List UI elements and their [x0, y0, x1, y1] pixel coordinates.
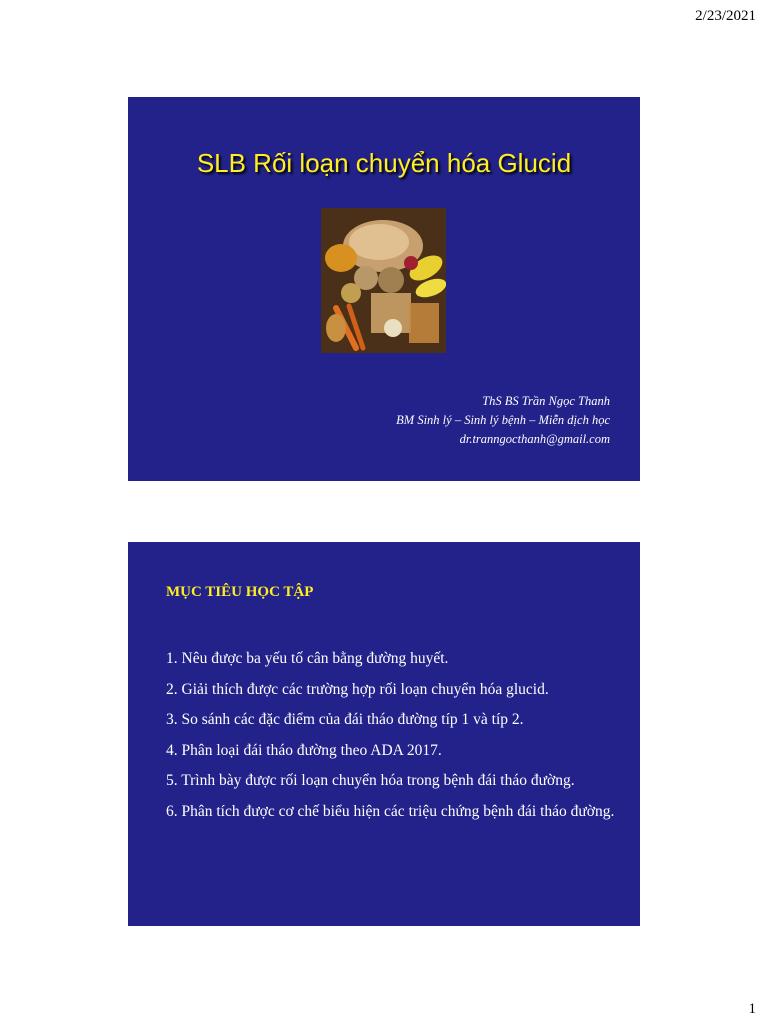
- objective-item: 4. Phân loại đái tháo đường theo ADA 2017.: [166, 741, 442, 759]
- objective-item: 3. So sánh các đặc điểm của đái tháo đường típ 1 và típ 2.: [166, 711, 524, 728]
- author-name: ThS BS Trần Ngọc Thanh: [482, 394, 610, 408]
- print-date: 2/23/2021: [695, 8, 756, 24]
- objective-item: 6. Phân tích được cơ chế biểu hiện các triệu chứng bệnh đái tháo đường.: [166, 802, 615, 820]
- title-slide: [128, 97, 640, 481]
- objectives-slide: [128, 542, 640, 926]
- objective-item: 5. Trình bày được rối loạn chuyển hóa trong bệnh đái tháo đường.: [166, 772, 575, 789]
- slide-title: SLB Rối loạn chuyển hóa Glucid: [196, 148, 572, 178]
- food-photo: [321, 208, 446, 353]
- objective-item: 2. Giải thích được các trường hợp rối loạn chuyển hóa glucid.: [166, 680, 549, 698]
- author-info: [396, 392, 610, 449]
- objectives-heading: MỤC TIÊU HỌC TẬP: [166, 584, 314, 600]
- objectives-list: [166, 644, 616, 827]
- objective-item: 1. Nêu được ba yếu tố cân bằng đường huyết.: [166, 650, 449, 667]
- author-email: dr.tranngocthanh@gmail.com: [459, 432, 610, 446]
- food-photo-icon: [321, 208, 446, 353]
- page-number: 1: [748, 1001, 756, 1017]
- author-department: BM Sinh lý – Sinh lý bệnh – Miễn dịch học: [396, 413, 610, 427]
